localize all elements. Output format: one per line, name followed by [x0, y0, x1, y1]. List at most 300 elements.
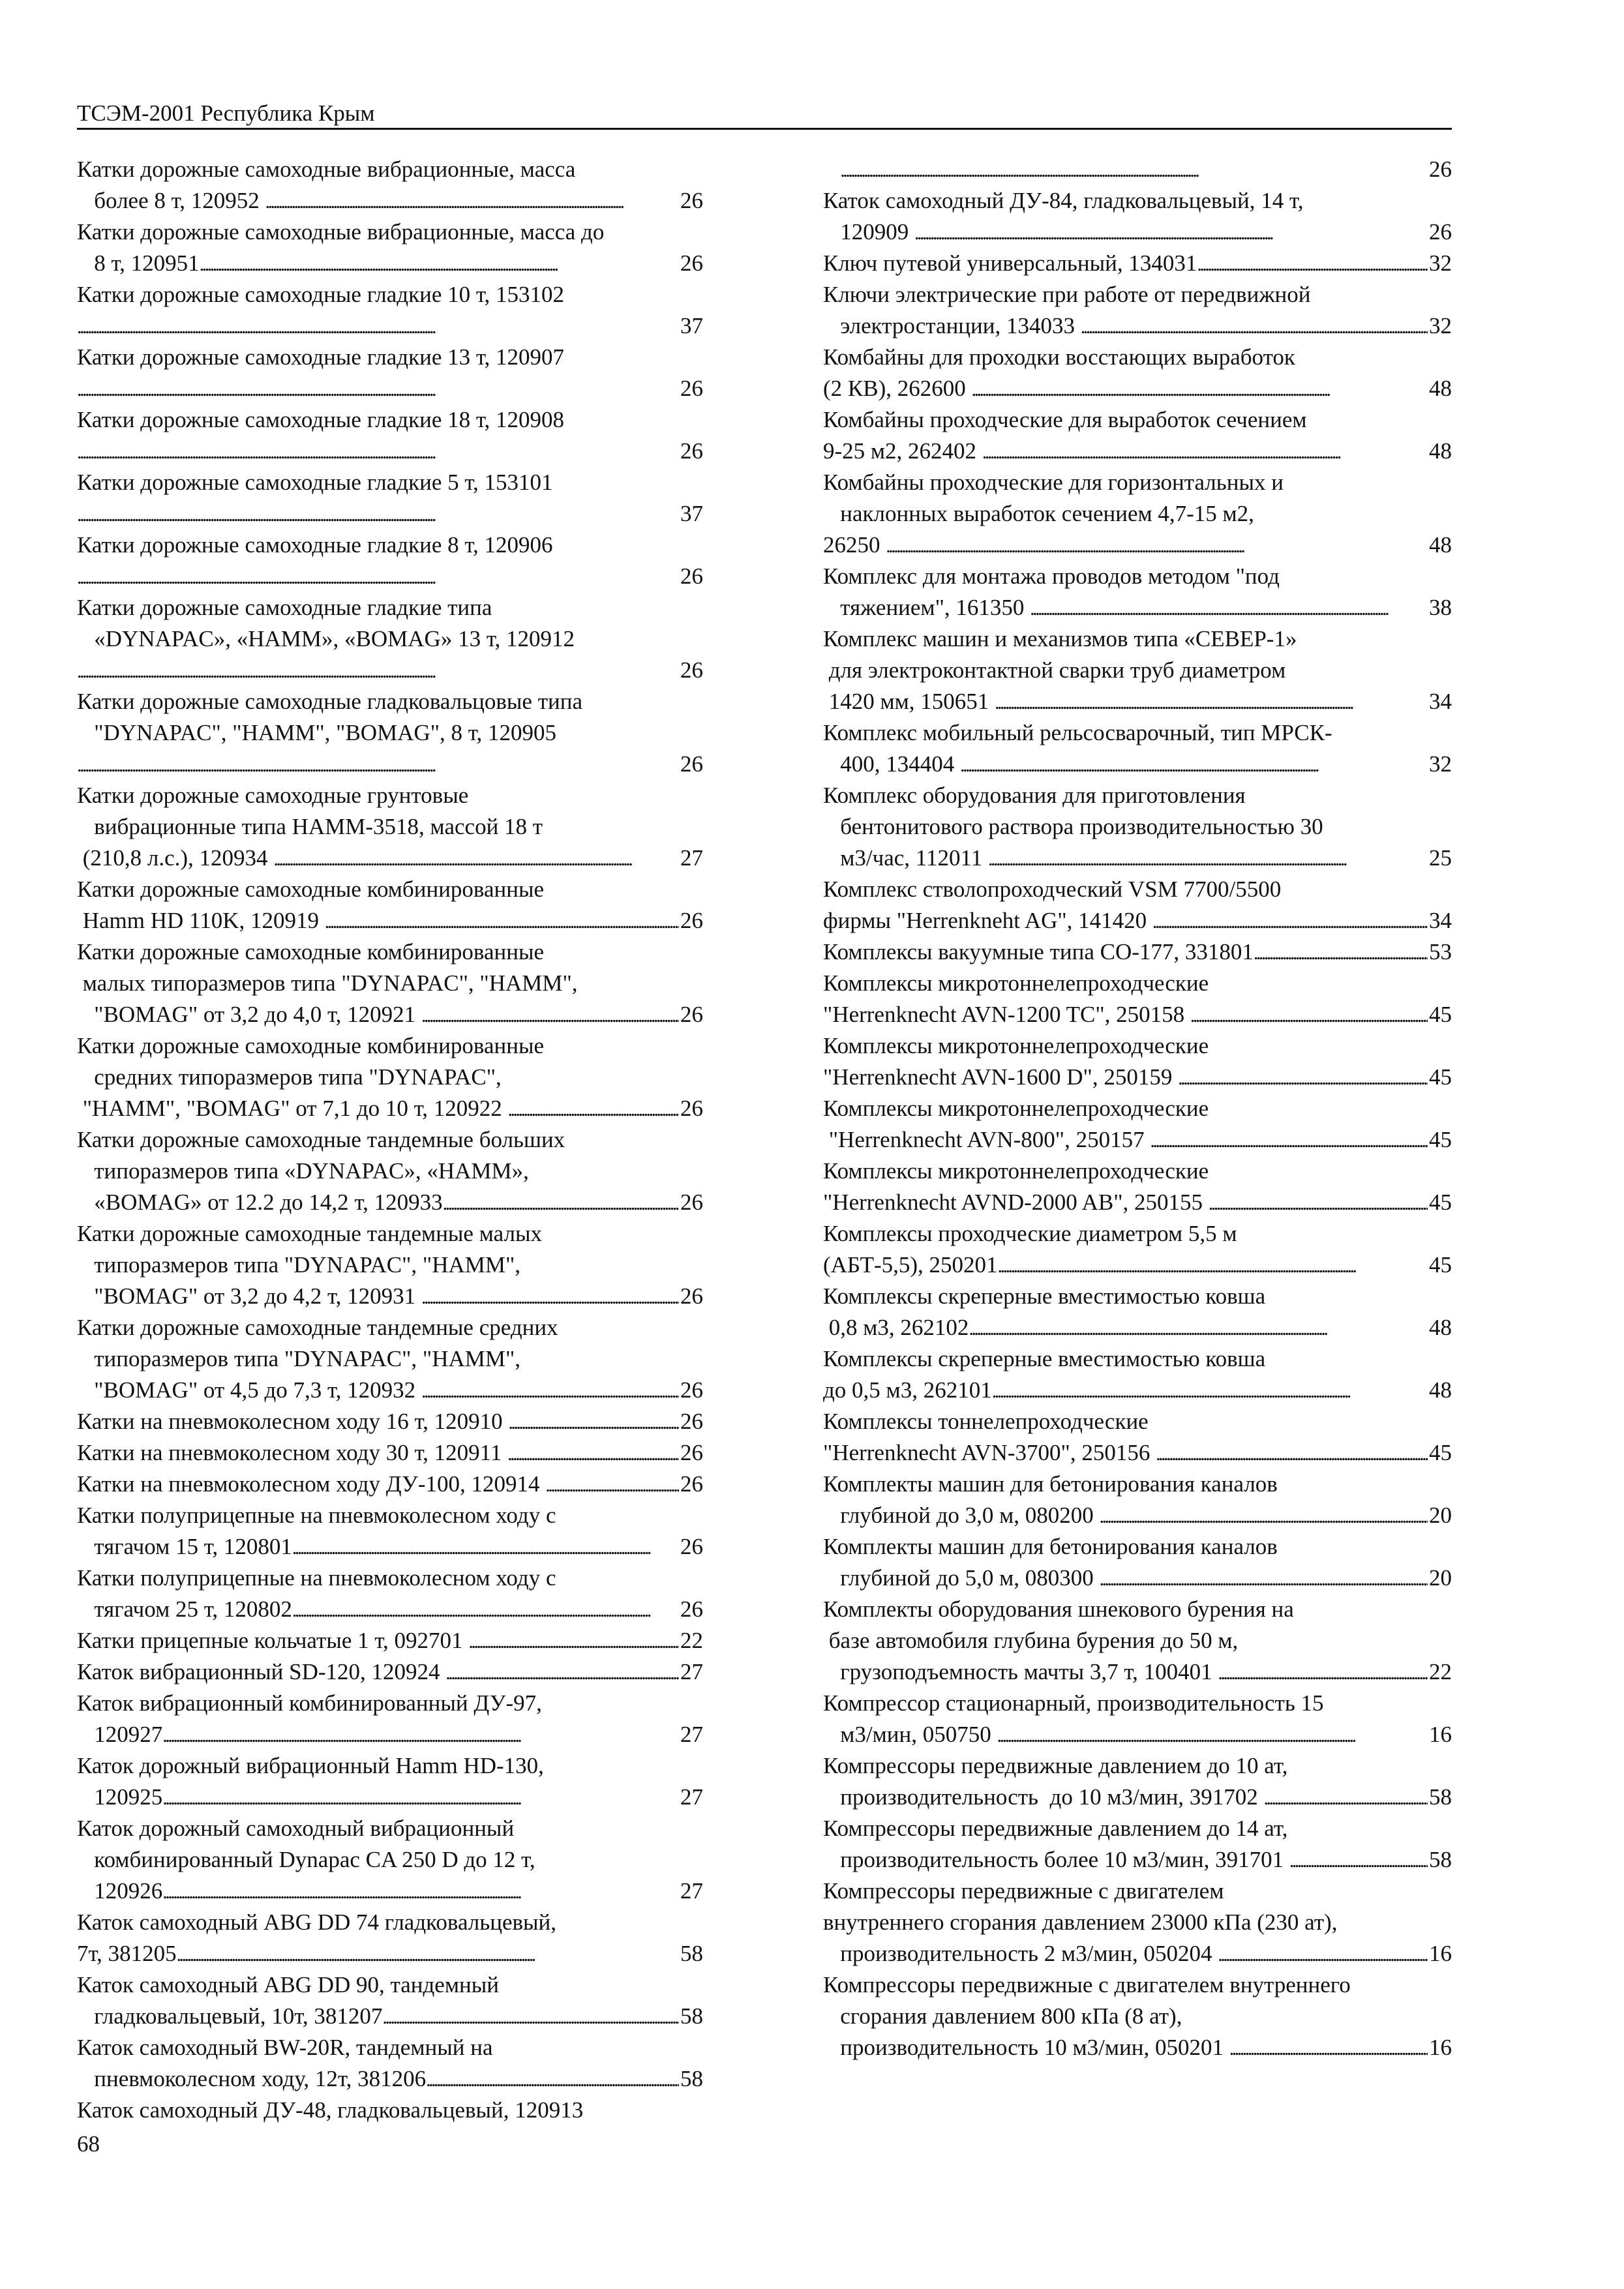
dot-leader [421, 999, 679, 1032]
index-entry-text: грузоподъемность мачты 3,7 т, 100401 [823, 1659, 1218, 1684]
index-entry-line [77, 905, 703, 936]
index-entry-line [77, 1813, 703, 1844]
index-entry-line [823, 780, 1452, 811]
index-entry-text: Компрессоры передвижные давлением до 14 ат, [823, 1816, 1288, 1841]
index-entry-page: 38 [1429, 595, 1452, 620]
index-column-right [823, 154, 1452, 2063]
index-entry-line [823, 2032, 1452, 2063]
index-entry-text: "Herrenknecht AVN-1200 TC", 250158 [823, 1002, 1190, 1027]
index-entry-line [77, 1124, 703, 1156]
index-entry-text: 120925 [77, 1784, 163, 1810]
dot-leader [1218, 1656, 1428, 1689]
index-entry-line [823, 1030, 1452, 1062]
index-entry-text: "Herrenknecht AVN-800", 250157 [823, 1127, 1150, 1152]
index-entry-text: Hamm HD 110K, 120919 [77, 908, 325, 933]
index-entry-line [77, 1719, 703, 1750]
index-entry [77, 467, 703, 530]
index-entry-page: 58 [680, 2066, 703, 2091]
index-entry [823, 1969, 1452, 2063]
index-entry-text: Катки дорожные самоходные комбинированные [77, 1033, 545, 1058]
dot-leader [969, 1312, 1428, 1345]
index-entry-text: Комплексы тоннелепроходческие [823, 1409, 1149, 1434]
index-entry-page: 26 [680, 1096, 703, 1121]
index-entry [823, 874, 1452, 936]
index-entry-page: 48 [1429, 1315, 1452, 1340]
index-entry [77, 342, 703, 404]
index-entry-line [823, 1813, 1452, 1844]
index-entry-page: 27 [680, 845, 703, 871]
index-entry [823, 1156, 1452, 1218]
index-entry-text: 120927 [77, 1722, 163, 1747]
index-entry-text: Компрессор стационарный, производительность 15 [823, 1690, 1324, 1716]
index-entry [823, 1281, 1452, 1343]
index-entry [77, 874, 703, 936]
index-entry-line [823, 185, 1452, 217]
index-entry-line [77, 561, 703, 592]
index-entry-page: 48 [1429, 1377, 1452, 1403]
index-entry-text: 26250 [823, 532, 886, 558]
index-entry-text: Комбайны для проходки восстающих выработок [823, 344, 1295, 370]
index-entry-line [823, 1688, 1452, 1719]
index-entry-page: 53 [1429, 939, 1452, 965]
index-entry [823, 561, 1452, 623]
index-entry-line [823, 749, 1452, 780]
index-entry-page: 16 [1429, 1722, 1452, 1747]
index-entry-line [77, 1907, 703, 1938]
dot-leader [443, 1187, 679, 1219]
index-entry-page: 45 [1429, 1127, 1452, 1152]
dot-leader [421, 1375, 679, 1407]
index-entry-text: Компрессоры передвижные давлением до 10 ат, [823, 1753, 1288, 1778]
dot-leader [1218, 1938, 1428, 1971]
index-entry-line [823, 1406, 1452, 1437]
index-entry-line [77, 717, 703, 749]
index-entry-text: Комплекты машин для бетонирования каналов [823, 1534, 1278, 1559]
index-entry-line [823, 1625, 1452, 1656]
index-entry-page: 48 [1429, 438, 1452, 464]
index-entry-text: типоразмеров типа «DYNAPAC», «HAMM», [77, 1158, 529, 1184]
dot-leader [508, 1093, 679, 1126]
index-entry-text: вибрационные типа HAMM-3518, массой 18 т [77, 814, 543, 839]
index-entry [77, 1750, 703, 1813]
index-entry-text: электростанции, 134033 [823, 313, 1081, 338]
index-entry-text: 8 т, 120951 [77, 250, 200, 276]
index-entry-text: Комплекс оборудования для приготовления [823, 783, 1246, 808]
index-entry-text: Комплекты машин для бетонирования каналов [823, 1471, 1278, 1497]
index-entry-line [77, 185, 703, 217]
index-entry [823, 1531, 1452, 1594]
index-entry-page: 26 [680, 438, 703, 464]
index-entry-line [823, 1719, 1452, 1750]
index-entry-text: Катки на пневмоколесном ходу 30 т, 120911 [77, 1440, 508, 1465]
index-entry-page: 26 [1429, 157, 1452, 182]
dot-leader [1150, 1124, 1428, 1157]
index-entry [77, 1124, 703, 1218]
index-entry-text: Комплексы скреперные вместимостью ковша [823, 1346, 1266, 1371]
index-entry-page: 32 [1429, 751, 1452, 777]
index-entry [77, 1907, 703, 1969]
index-entry-line [77, 1187, 703, 1218]
index-entry-line [77, 1281, 703, 1312]
index-entry-page: 58 [680, 1941, 703, 1966]
index-entry [77, 686, 703, 780]
index-entry-text: Катки дорожные самоходные грунтовые [77, 783, 469, 808]
index-entry-text: Комплекс машин и механизмов типа «СЕВЕР-1» [823, 626, 1297, 651]
index-entry-page: 37 [680, 501, 703, 526]
index-entry-page: 26 [680, 250, 703, 276]
index-entry-page: 26 [680, 1283, 703, 1309]
index-entry-text: Катки дорожные самоходные гладковальцовые типа [77, 689, 583, 714]
index-entry-line [77, 436, 703, 467]
index-entry-page: 22 [1429, 1659, 1452, 1684]
index-entry [77, 1500, 703, 1563]
dot-leader [960, 749, 1428, 781]
index-entry-text: производительность более 10 м3/мин, 391701 [823, 1847, 1289, 1872]
dot-leader [77, 749, 679, 781]
dot-leader [1209, 1187, 1428, 1219]
index-entry [77, 1406, 703, 1437]
index-entry-line [823, 1594, 1452, 1625]
index-entry-line [77, 1656, 703, 1688]
index-entry-line [823, 154, 1452, 185]
index-entry-line [77, 1343, 703, 1375]
dot-leader [426, 2063, 679, 2096]
index-entry [77, 936, 703, 1030]
dot-leader [1178, 1062, 1428, 1094]
index-entry-line [77, 1093, 703, 1124]
index-entry-line [823, 561, 1452, 592]
index-entry-line [77, 1469, 703, 1500]
index-entry [823, 1093, 1452, 1156]
index-entry-text: 7т, 381205 [77, 1941, 177, 1966]
index-entry [77, 780, 703, 874]
index-entry-text: Каток самоходный ABG DD 74 гладковальцевый, [77, 1909, 556, 1935]
index-entry-line [77, 342, 703, 373]
dot-leader [507, 1437, 679, 1470]
index-entry-page: 48 [1429, 376, 1452, 401]
index-entry-text: (АБТ-5,5), 250201 [823, 1252, 998, 1278]
index-entry [77, 217, 703, 279]
dot-leader [77, 655, 679, 687]
index-entry-text: тягачом 25 т, 120802 [77, 1596, 292, 1622]
dot-leader [468, 1625, 679, 1658]
index-entry-line [77, 217, 703, 248]
index-entry-page: 27 [680, 1722, 703, 1747]
index-entry-page: 16 [1429, 1941, 1452, 1966]
index-entry-line [77, 1969, 703, 2001]
index-entry [77, 1688, 703, 1750]
index-entry [77, 530, 703, 592]
index-entry-line [823, 999, 1452, 1030]
index-entry-text: "BOMAG" от 3,2 до 4,0 т, 120921 [77, 1002, 421, 1027]
dot-leader [177, 1938, 679, 1971]
index-entry [823, 342, 1452, 404]
index-entry-line [77, 780, 703, 811]
index-entry-line [77, 1876, 703, 1907]
index-entry-text: Катки дорожные самоходные тандемные средних [77, 1315, 558, 1340]
index-entry-line [823, 530, 1452, 561]
index-entry-line [77, 1594, 703, 1625]
dot-leader [1081, 310, 1428, 343]
index-entry-text: "Herrenknecht AVND-2000 AB", 250155 [823, 1189, 1209, 1215]
index-entry-text: Каток самоходный ДУ-48, гладковальцевый, 120913 [77, 2097, 584, 2123]
index-entry-text: Каток вибрационный SD-120, 120924 [77, 1659, 446, 1684]
index-entry-text: "HAMM", "BOMAG" от 7,1 до 10 т, 120922 [77, 1096, 508, 1121]
index-entry-text: до 0,5 м3, 262101 [823, 1377, 992, 1403]
dot-leader [445, 1656, 679, 1689]
index-entry-line [77, 530, 703, 561]
index-entry-text: более 8 т, 120952 [77, 188, 265, 213]
index-entry [823, 1343, 1452, 1406]
index-entry-line [77, 999, 703, 1030]
index-entry-page: 20 [1429, 1565, 1452, 1591]
index-entry-line [77, 2001, 703, 2032]
index-entry-page: 26 [680, 1189, 703, 1215]
running-header [77, 99, 1452, 130]
index-entry-text: «BOMAG» от 12.2 до 14,2 т, 120933 [77, 1189, 443, 1215]
index-entry-text: Комплексы проходческие диаметром 5,5 м [823, 1221, 1237, 1246]
index-entry-line [77, 1750, 703, 1782]
index-entry-line [823, 1750, 1452, 1782]
index-entry-text: (2 КВ), 262600 [823, 376, 972, 401]
index-entry-line [823, 1938, 1452, 1969]
index-entry-text: Катки на пневмоколесном ходу ДУ-100, 120914 [77, 1471, 546, 1497]
index-entry-page: 26 [680, 1471, 703, 1497]
dot-leader [1254, 936, 1428, 969]
dot-leader [265, 185, 679, 218]
index-entry [823, 1469, 1452, 1531]
index-entry-line [823, 905, 1452, 936]
index-entry-text: Комплексы микротоннелепроходческие [823, 1158, 1209, 1184]
index-entry [77, 1030, 703, 1124]
index-entry-line [77, 623, 703, 655]
index-entry-text: сгорания давлением 800 кПа (8 ат), [823, 2003, 1182, 2029]
dot-leader [1190, 999, 1428, 1032]
dot-leader [972, 373, 1428, 406]
index-entry-text: "DYNAPAC", "HAMM", "BOMAG", 8 т, 120905 [77, 720, 556, 745]
index-entry-text: Комплексы микротоннелепроходческие [823, 1096, 1209, 1121]
dot-leader [77, 498, 679, 531]
index-entry-text: Катки дорожные самоходные гладкие 5 т, 153101 [77, 470, 553, 495]
index-entry-text: фирмы "Herrenkneht AG", 141420 [823, 908, 1152, 933]
index-entry-text: глубиной до 3,0 м, 080200 [823, 1503, 1100, 1528]
index-entry [823, 467, 1452, 561]
index-entry-line [77, 467, 703, 498]
index-entry-text: "Herrenknecht AVN-3700", 250156 [823, 1440, 1156, 1465]
index-entry-text: внутреннего сгорания давлением 23000 кПа (230 ат), [823, 1909, 1338, 1935]
index-entry [823, 1030, 1452, 1093]
index-column-left [77, 154, 703, 2126]
index-entry-text: Комплексы скреперные вместимостью ковша [823, 1283, 1266, 1309]
index-entry-line [77, 1437, 703, 1469]
index-entry-text: наклонных выработок сечением 4,7-15 м2, [823, 501, 1254, 526]
index-entry-page: 26 [680, 751, 703, 777]
dot-leader [273, 843, 679, 875]
index-entry-text: комбинированный Dynapac CA 250 D до 12 т, [77, 1847, 535, 1872]
dot-leader [325, 905, 679, 938]
index-entry-line [823, 1969, 1452, 2001]
index-entry-line [823, 1124, 1452, 1156]
dot-leader [886, 530, 1428, 562]
index-entry-page: 26 [680, 1440, 703, 1465]
dot-leader [1289, 1844, 1428, 1877]
index-entry-text: Комбайны проходческие для выработок сечением [823, 407, 1307, 432]
index-entry-line [77, 1030, 703, 1062]
index-entry-line [77, 1531, 703, 1563]
index-entry-line [823, 436, 1452, 467]
dot-leader [1229, 2032, 1428, 2065]
index-entry-page: 34 [1429, 908, 1452, 933]
index-entry [77, 154, 703, 217]
index-entry-text: Комплексы микротоннелепроходческие [823, 970, 1209, 996]
index-entry-line [823, 1531, 1452, 1563]
dot-leader [995, 686, 1428, 719]
index-entry-text: м3/час, 112011 [823, 845, 988, 871]
index-entry [77, 404, 703, 467]
index-entry-text: производительность до 10 м3/мин, 391702 [823, 1784, 1264, 1810]
index-entry-line [77, 843, 703, 874]
index-entry-text: Катки дорожные самоходные вибрационные, масса [77, 157, 576, 182]
dot-leader [508, 1406, 679, 1439]
index-entry-page: 45 [1429, 1002, 1452, 1027]
index-entry [77, 1312, 703, 1406]
index-entry-line [823, 248, 1452, 279]
index-entry-line [823, 874, 1452, 905]
index-entry-text: «DYNAPAC», «HAMM», «BOMAG» 13 т, 120912 [77, 626, 575, 651]
index-entry-line [823, 1281, 1452, 1312]
index-entry-page: 58 [680, 2003, 703, 2029]
index-entry-text: Ключи электрические при работе от передвижной [823, 282, 1311, 307]
index-entry-text: Каток самоходный BW-20R, тандемный на [77, 2035, 493, 2060]
index-entry-text: Катки дорожные самоходные тандемные больших [77, 1127, 565, 1152]
index-entry-line [823, 843, 1452, 874]
index-entry-text: Катки дорожные самоходные тандемные малых [77, 1221, 542, 1246]
index-entry-page: 26 [680, 188, 703, 213]
index-entry [77, 2032, 703, 2095]
index-entry [823, 780, 1452, 874]
index-entry-text: производительность 10 м3/мин, 050201 [823, 2035, 1229, 2060]
index-entry-page: 26 [1429, 219, 1452, 245]
index-entry-page: 22 [680, 1628, 703, 1653]
index-entry-line [823, 1437, 1452, 1469]
index-entry-line [77, 1625, 703, 1656]
dot-leader [77, 373, 679, 406]
dot-leader [162, 1876, 679, 1908]
index-entry-line [823, 1249, 1452, 1281]
index-entry-line [77, 1406, 703, 1437]
index-entry-page: 45 [1429, 1440, 1452, 1465]
index-entry-text: "BOMAG" от 3,2 до 4,2 т, 120931 [77, 1283, 421, 1309]
index-entry [77, 1813, 703, 1907]
dot-leader [1152, 905, 1428, 938]
index-entry-line [823, 467, 1452, 498]
index-entry [823, 1750, 1452, 1813]
index-entry-line [77, 279, 703, 310]
index-entry-line [823, 1469, 1452, 1500]
index-entry-line [77, 1156, 703, 1187]
index-entry-text: 9-25 м2, 262402 [823, 438, 982, 464]
index-entry [823, 185, 1452, 248]
dot-leader [1197, 248, 1428, 280]
dot-leader [840, 154, 1428, 187]
index-entry-page: 26 [680, 908, 703, 933]
index-entry-line [77, 310, 703, 342]
index-entry-text: тягачом 15 т, 120801 [77, 1534, 292, 1559]
index-entry [823, 623, 1452, 717]
index-entry [823, 717, 1452, 780]
index-entry-line [77, 1375, 703, 1406]
index-entry-text: Каток самоходный ABG DD 90, тандемный [77, 1972, 499, 1997]
index-entry-line [77, 1688, 703, 1719]
index-entry-line [823, 1062, 1452, 1093]
index-entry-line [823, 936, 1452, 968]
index-entry-text: Компрессоры передвижные с двигателем внутреннего [823, 1972, 1351, 1997]
index-entry-line [77, 1563, 703, 1594]
dot-leader [77, 436, 679, 468]
index-entry-text: Катки дорожные самоходные гладкие 13 т, 120907 [77, 344, 565, 370]
index-entry-line [823, 968, 1452, 999]
index-entry-line [823, 1500, 1452, 1531]
index-entry-text: 400, 134404 [823, 751, 960, 777]
index-entry-line [77, 592, 703, 623]
index-entry-page: 37 [680, 313, 703, 338]
index-entry-text: м3/мин, 050750 [823, 1722, 997, 1747]
index-entry-text: Комплекс мобильный рельсосварочный, тип МРСК- [823, 720, 1332, 745]
index-entry-line [823, 1093, 1452, 1124]
index-entry-text: Катки дорожные самоходные гладкие 8 т, 120906 [77, 532, 553, 558]
index-entry-text: бентонитового раствора производительностью 30 [823, 814, 1323, 839]
index-entry-page: 26 [680, 376, 703, 401]
index-entry-line [823, 623, 1452, 655]
index-entry-text: 1420 мм, 150651 [823, 689, 995, 714]
dot-leader [1030, 592, 1428, 625]
index-entry-line [823, 686, 1452, 717]
index-entry [823, 1876, 1452, 1969]
index-entry-text: типоразмеров типа "DYNAPAC", "HAMM", [77, 1346, 521, 1371]
index-entry-line [77, 498, 703, 530]
index-entry-line [77, 2063, 703, 2095]
index-entry [77, 1656, 703, 1688]
index-entry-text: малых типоразмеров типа "DYNAPAC", "HAMM", [77, 970, 578, 996]
index-entry [77, 2095, 703, 2126]
index-entry-text: Каток вибрационный комбинированный ДУ-97, [77, 1690, 542, 1716]
index-entry [823, 1813, 1452, 1876]
index-entry-line [823, 717, 1452, 749]
index-entry-line [77, 248, 703, 279]
index-entry [77, 1625, 703, 1656]
index-entry-line [823, 1218, 1452, 1249]
index-entry-line [823, 1187, 1452, 1218]
dot-leader [1100, 1500, 1428, 1533]
index-entry-line [77, 686, 703, 717]
index-entry-text: Ключ путевой универсальный, 134031 [823, 250, 1197, 276]
dot-leader [988, 843, 1428, 875]
dot-leader [997, 1719, 1428, 1752]
dot-leader [77, 561, 679, 593]
index-entry-page: 45 [1429, 1189, 1452, 1215]
index-entry-text: Катки на пневмоколесном ходу 16 т, 120910 [77, 1409, 509, 1434]
index-entry [77, 592, 703, 686]
index-entry-page: 45 [1429, 1064, 1452, 1090]
dot-leader [998, 1249, 1428, 1282]
dot-leader [292, 1594, 679, 1626]
index-entry-text: глубиной до 5,0 м, 080300 [823, 1565, 1100, 1591]
index-entry-line [823, 1876, 1452, 1907]
dot-leader [1156, 1437, 1428, 1470]
index-entry [823, 154, 1452, 185]
dot-leader [982, 436, 1428, 468]
index-entry-line [77, 404, 703, 436]
